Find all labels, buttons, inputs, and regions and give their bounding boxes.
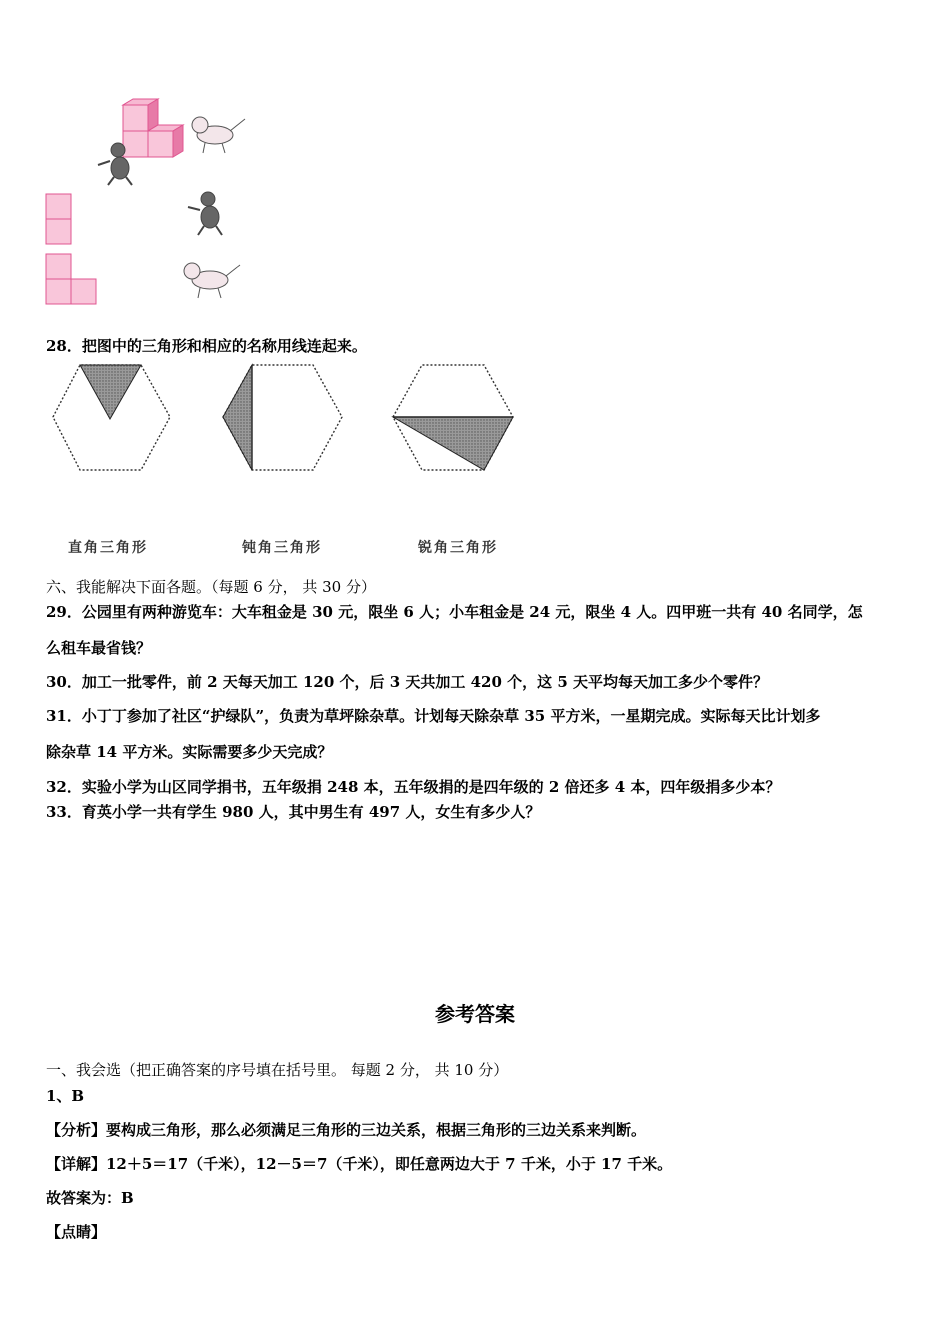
dog-icon	[184, 263, 240, 298]
q31-line2: 除杂草 14 平方米。实际需要多少天完成？	[46, 743, 333, 761]
hexagon-1	[53, 365, 170, 470]
view-two-stacked	[46, 194, 71, 244]
q31-line1: 31．小丁丁参加了社区“护绿队”，负责为草坪除杂草。计划每天除杂草 35 平方米，一星期完成。实际每天比计划多	[46, 707, 821, 725]
cube-view-figure	[40, 95, 260, 310]
answer-final: 故答案为：B	[46, 1189, 134, 1207]
section6-heading: 六、我能解决下面各题。（每题 6 分， 共 30 分）	[46, 578, 376, 596]
hexagon-3	[393, 365, 513, 470]
label-acute-triangle: 锐角三角形	[418, 540, 498, 556]
dog-icon	[192, 117, 245, 153]
answer-detail: 【详解】12＋5＝17（千米），12－5＝7（千米），即任意两边大于 7 千米，小于 17 千米。	[46, 1155, 673, 1173]
cube-stack	[123, 99, 183, 157]
answer-analysis: 【分析】要构成三角形，那么必须满足三角形的三边关系，根据三角形的三边关系来判断。	[46, 1121, 647, 1139]
answers-section1: 一、我会选（把正确答案的序号填在括号里。 每题 2 分， 共 10 分）	[46, 1061, 509, 1079]
answer-comment: 【点睛】	[46, 1223, 107, 1241]
hexagon-2	[223, 365, 342, 470]
answers-title: 参考答案	[435, 1002, 515, 1026]
monkey-icon	[188, 192, 222, 235]
q28-text: 28．把图中的三角形和相应的名称用线连起来。	[46, 337, 367, 355]
answer-1: 1、B	[46, 1087, 85, 1105]
q32-text: 32．实验小学为山区同学捐书，五年级捐 248 本，五年级捐的是四年级的 2 倍还多 4 本，四年级捐多少本？	[46, 778, 781, 796]
view-l-shape	[46, 254, 96, 304]
hexagon-figures	[48, 362, 528, 477]
q30-text: 30．加工一批零件，前 2 天每天加工 120 个，后 3 天共加工 420 个，这 5 天平均每天加工多少个零件？	[46, 673, 769, 691]
q29-line2: 么租车最省钱？	[46, 639, 152, 657]
q29-line1: 29．公园里有两种游览车：大车租金是 30 元，限坐 6 人；小车租金是 24 元，限坐 4 人。四甲班一共有 40 名同学，怎	[46, 603, 863, 621]
q33-text: 33．育英小学一共有学生 980 人，其中男生有 497 人，女生有多少人？	[46, 803, 541, 821]
label-right-triangle: 直角三角形	[68, 540, 148, 556]
label-obtuse-triangle: 钝角三角形	[242, 540, 322, 556]
